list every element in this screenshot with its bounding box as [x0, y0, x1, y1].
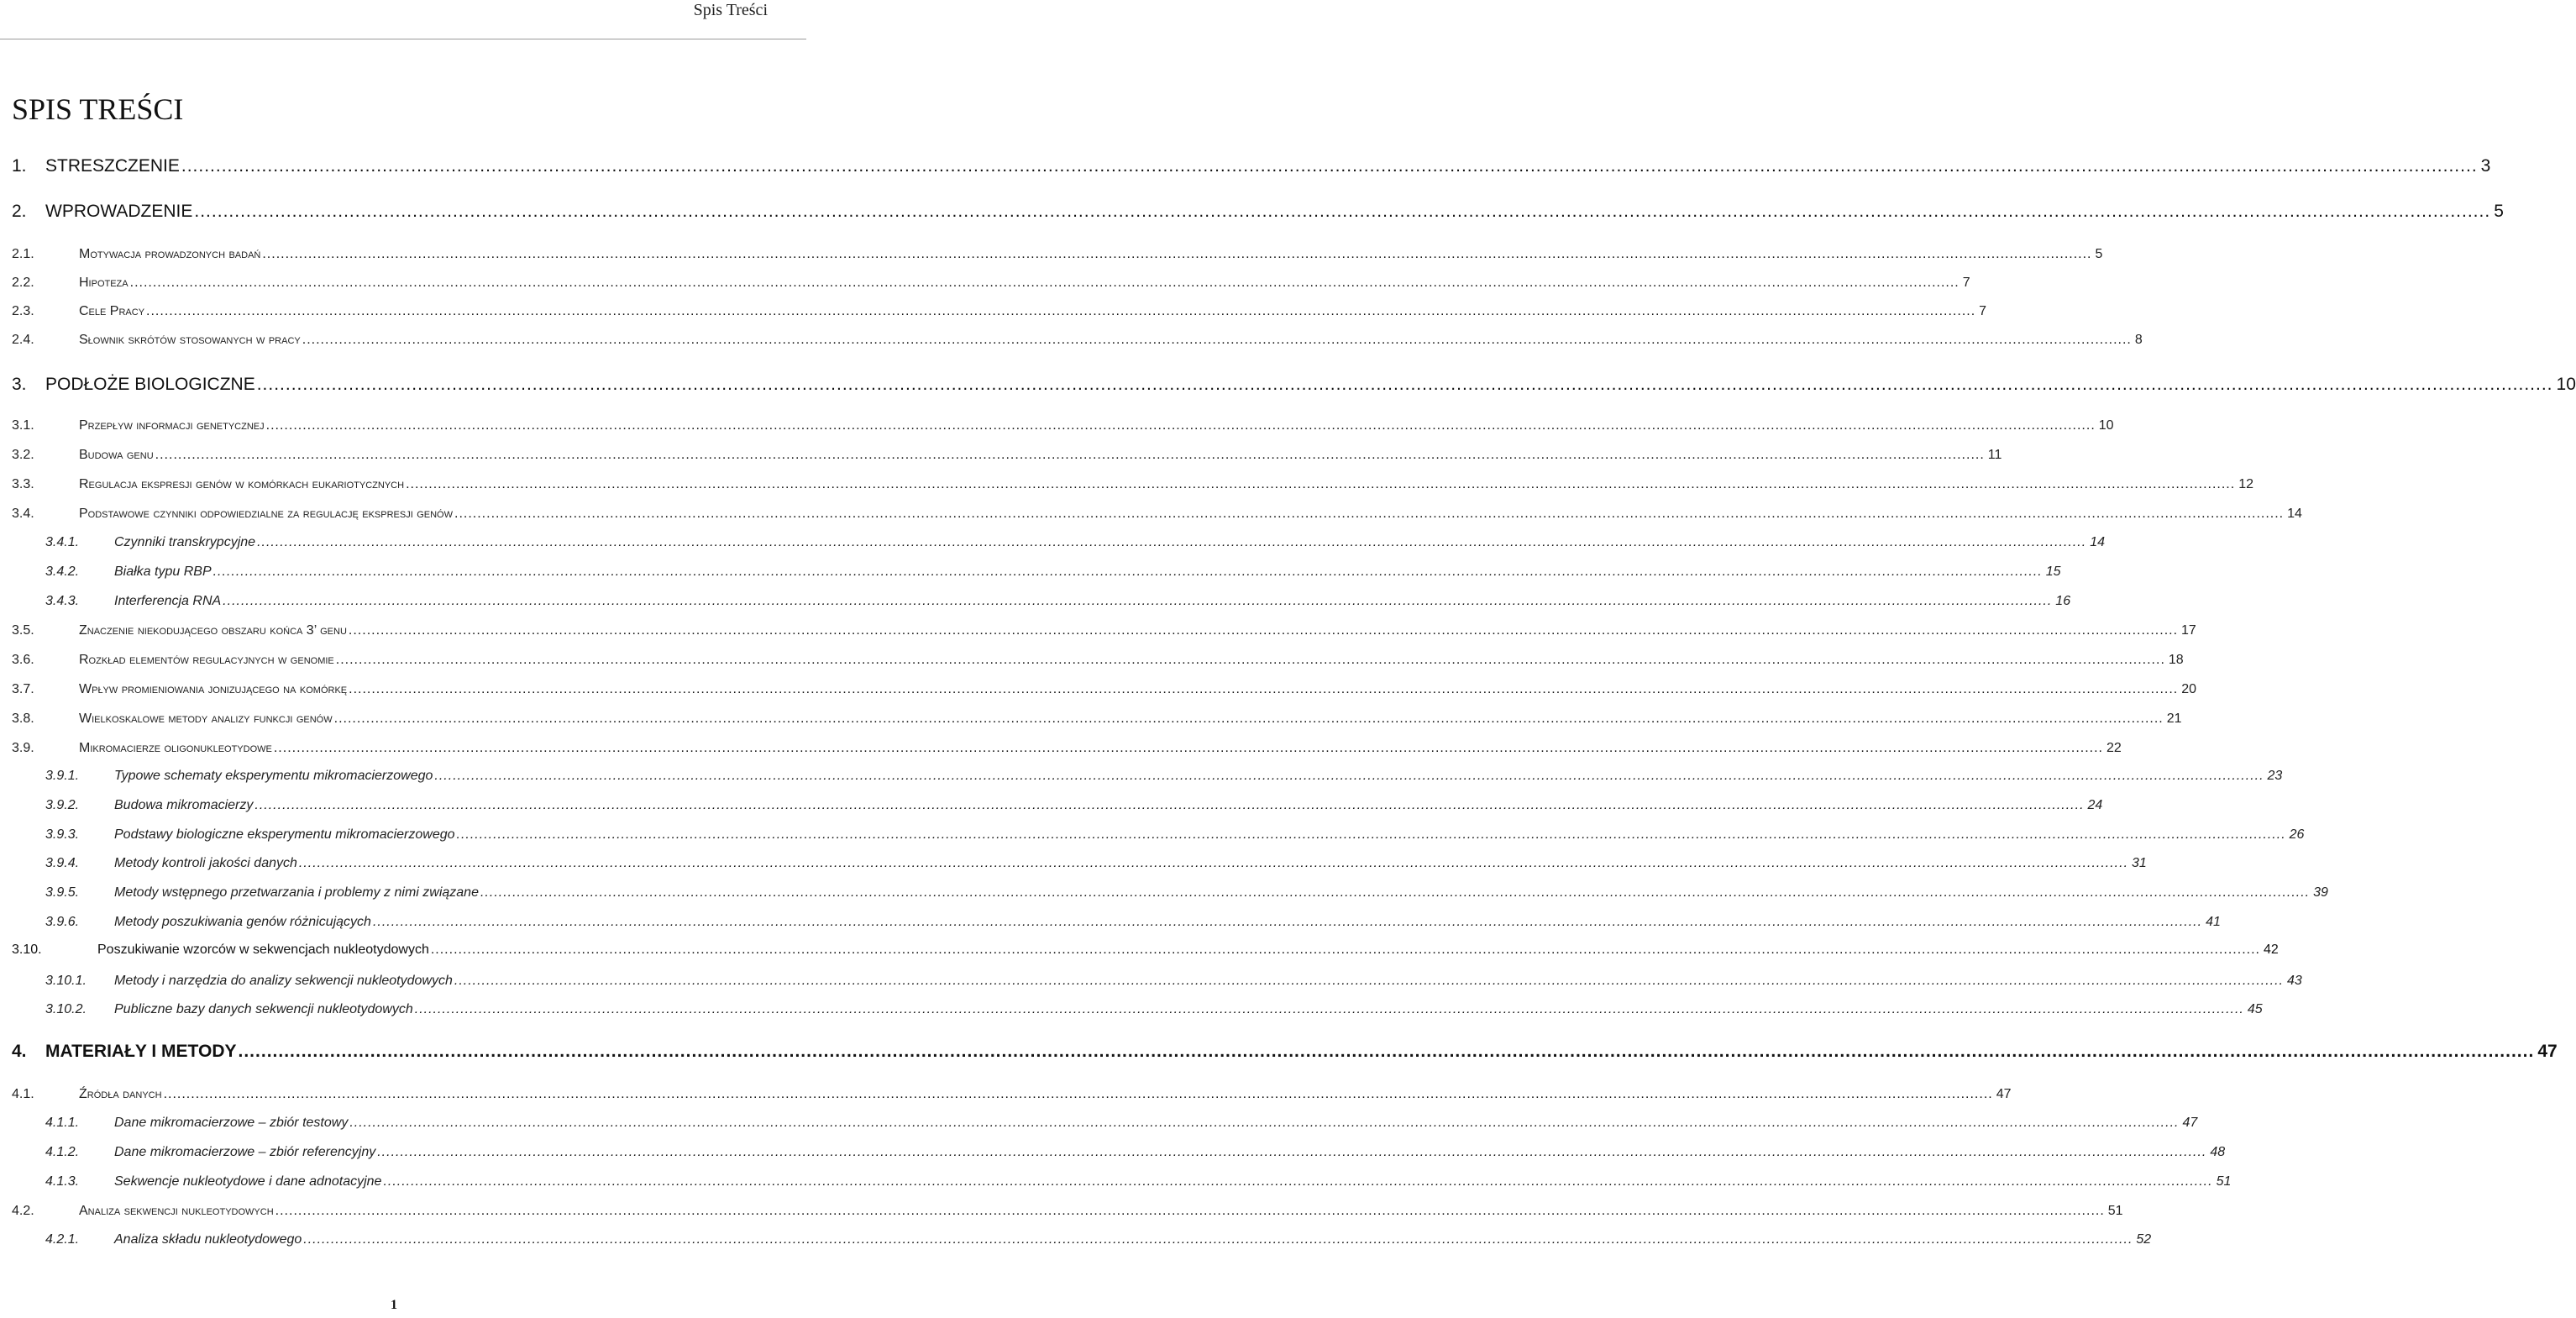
toc-entry[interactable] [0, 1040, 2558, 1063]
toc-entry-page: 43 [2287, 974, 2302, 988]
toc-entry[interactable] [0, 826, 2305, 844]
toc-entry-title: Wielkoskalowe metody analizy funkcji genów [79, 712, 333, 726]
toc-entry-page: 42 [2263, 943, 2279, 957]
toc-entry-page: 3 [2480, 156, 2491, 176]
running-header-title: Spis Treści [693, 1, 768, 19]
toc-dot-leader: ................................................................................................................................................................................................................................................................................................................................................................................................................ [275, 1204, 2105, 1218]
toc-entry-number: 3.9. [12, 741, 34, 755]
toc-entry[interactable] [0, 767, 2283, 785]
toc-entry-number: 4.1. [12, 1087, 34, 1101]
toc-dot-leader: ................................................................................................................................................................................................................................................................................................................................................................................................................ [155, 448, 1985, 462]
toc-entry-page: 11 [1987, 448, 2002, 462]
toc-entry-page: 23 [2267, 769, 2283, 783]
toc-entry-page: 5 [2494, 202, 2504, 221]
toc-entry-title: Poszukiwanie wzorców w sekwencjach nukleotydowych [97, 943, 429, 957]
toc-entry-title: Dane mikromacierzowe – zbiór referencyjny [114, 1145, 376, 1159]
toc-entry-page: 21 [2166, 712, 2182, 726]
toc-entry-page: 15 [2045, 564, 2061, 579]
toc-entry-title: Wpływ promieniowania jonizującego na komórkę [79, 682, 348, 696]
toc-entry-page: 41 [2206, 915, 2221, 929]
toc-dot-leader: ................................................................................................................................................................................................................................................................................................................................................................................................................ [181, 156, 2478, 176]
toc-dot-leader: ................................................................................................................................................................................................................................................................................................................................................................................................................ [212, 564, 2043, 579]
toc-entry[interactable] [0, 563, 2061, 581]
toc-entry[interactable] [0, 1000, 2263, 1019]
toc-dot-leader: ................................................................................................................................................................................................................................................................................................................................................................................................................ [254, 798, 2085, 812]
toc-entry-title: Typowe schematy eksperymentu mikromacierzowego [114, 769, 433, 783]
toc-entry-title: Metody wstępnego przetwarzania i problemy z nimi związane [114, 885, 479, 900]
toc-entry[interactable] [0, 680, 2197, 699]
toc-entry-number: 3.1. [12, 418, 34, 433]
toc-entry[interactable] [0, 274, 1970, 292]
toc-entry-number: 3.4.3. [45, 594, 80, 608]
toc-entry-page: 39 [2313, 885, 2328, 900]
toc-entry-number: 3.9.5. [45, 885, 80, 900]
toc-entry[interactable] [0, 417, 2114, 435]
toc-entry-number: 4.1.3. [45, 1174, 80, 1189]
toc-entry-number: 3.2. [12, 448, 34, 462]
toc-entry-number: 3.4. [12, 507, 34, 521]
toc-entry-page: 8 [2134, 333, 2143, 347]
toc-dot-leader: ................................................................................................................................................................................................................................................................................................................................................................................................................ [480, 885, 2311, 900]
toc-dot-leader: ................................................................................................................................................................................................................................................................................................................................................................................................................ [406, 477, 2236, 491]
toc-dot-leader: ................................................................................................................................................................................................................................................................................................................................................................................................................ [303, 1232, 2133, 1247]
toc-entry-title: STRESZCZENIE [45, 156, 180, 176]
toc-entry[interactable] [0, 1143, 2226, 1162]
toc-entry-number: 3.7. [12, 682, 34, 696]
toc-entry-page: 48 [2210, 1145, 2226, 1159]
toc-entry-title: Białka typu RBP [114, 564, 212, 579]
toc-entry-title: Cele Pracy [79, 304, 145, 318]
toc-dot-leader: ................................................................................................................................................................................................................................................................................................................................................................................................................ [302, 333, 2132, 347]
toc-entry-number: 3.5. [12, 623, 34, 638]
toc-dot-leader: ................................................................................................................................................................................................................................................................................................................................................................................................................ [238, 1042, 2535, 1061]
toc-entry-number: 3.10. [12, 943, 42, 957]
toc-entry-title: Metody poszukiwania genów różnicujących [114, 915, 371, 929]
toc-entry-page: 52 [2136, 1232, 2152, 1247]
toc-entry[interactable] [0, 592, 2071, 611]
toc-entry-number: 2. [12, 202, 27, 221]
toc-entry-page: 16 [2055, 594, 2071, 608]
toc-entry-page: 24 [2087, 798, 2103, 812]
toc-entry-page: 51 [2107, 1204, 2123, 1218]
toc-entry-title: Regulacja ekspresji genów w komórkach eukariotycznych [79, 477, 405, 491]
toc-entry-number: 4.2. [12, 1204, 34, 1218]
toc-entry-title: Metody kontroli jakości danych [114, 856, 297, 870]
toc-entry[interactable] [0, 913, 2221, 932]
toc-entry-page: 47 [2537, 1042, 2558, 1061]
toc-dot-leader: ................................................................................................................................................................................................................................................................................................................................................................................................................ [349, 682, 2179, 696]
toc-dot-leader: ................................................................................................................................................................................................................................................................................................................................................................................................................ [430, 943, 2260, 957]
toc-entry-number: 3.9.1. [45, 769, 80, 783]
toc-entry-number: 2.2. [12, 276, 34, 290]
toc-entry-number: 2.4. [12, 333, 34, 347]
toc-entry-number: 3.10.2. [45, 1002, 87, 1016]
toc-entry-number: 2.3. [12, 304, 34, 318]
toc-entry[interactable] [0, 302, 1987, 321]
toc-dot-leader: ................................................................................................................................................................................................................................................................................................................................................................................................................ [383, 1174, 2213, 1189]
toc-entry-title: Znaczenie niekodującego obszaru końca 3’ genu [79, 623, 347, 638]
toc-entry-page: 7 [1979, 304, 1987, 318]
toc-entry-title: Podstawy biologiczne eksperymentu mikromacierzowego [114, 827, 455, 842]
toc-entry-number: 3.9.2. [45, 798, 80, 812]
toc-entry-page: 12 [2238, 477, 2253, 491]
toc-dot-leader: ................................................................................................................................................................................................................................................................................................................................................................................................................ [348, 623, 2179, 638]
toc-entry[interactable] [0, 710, 2182, 728]
toc-entry-number: 3.9.4. [45, 856, 80, 870]
toc-dot-leader: ................................................................................................................................................................................................................................................................................................................................................................................................................ [454, 507, 2285, 521]
toc-entry[interactable] [0, 1231, 2152, 1249]
toc-entry[interactable] [0, 1202, 2123, 1221]
toc-dot-leader: ................................................................................................................................................................................................................................................................................................................................................................................................................ [456, 827, 2286, 842]
toc-entry-title: Metody i narzędzia do analizy sekwencji nukleotydowych [114, 974, 453, 988]
toc-entry-page: 47 [1996, 1087, 2012, 1101]
toc-entry[interactable] [0, 622, 2196, 640]
toc-entry[interactable] [0, 331, 2143, 349]
toc-entry[interactable] [0, 739, 2122, 758]
toc-entry-title: Motywacja prowadzonych badań [79, 247, 261, 261]
toc-entry-page: 17 [2181, 623, 2196, 638]
toc-entry-page: 20 [2181, 682, 2197, 696]
toc-entry-title: Mikromacierze oligonukleotydowe [79, 741, 272, 755]
page-number: 1 [391, 1298, 397, 1312]
toc-dot-leader: ................................................................................................................................................................................................................................................................................................................................................................................................................ [146, 304, 1976, 318]
toc-entry-title: Dane mikromacierzowe – zbiór testowy [114, 1116, 349, 1130]
toc-entry[interactable] [0, 446, 2002, 465]
toc-entry-page: 45 [2247, 1002, 2263, 1016]
toc-entry[interactable] [0, 475, 2253, 494]
toc-dot-leader: ................................................................................................................................................................................................................................................................................................................................................................................................................ [257, 535, 2087, 549]
toc-entry-title: Publiczne bazy danych sekwencji nukleotydowych [114, 1002, 413, 1016]
toc-entry-title: Budowa mikromacierzy [114, 798, 254, 812]
toc-dot-leader: ................................................................................................................................................................................................................................................................................................................................................................................................................ [298, 856, 2129, 870]
toc-dot-leader: ................................................................................................................................................................................................................................................................................................................................................................................................................ [335, 653, 2165, 667]
toc-entry-number: 2.1. [12, 247, 34, 261]
toc-dot-leader: ................................................................................................................................................................................................................................................................................................................................................................................................................ [262, 247, 2092, 261]
toc-entry-number: 3.9.3. [45, 827, 80, 842]
toc-entry[interactable] [0, 1173, 2232, 1191]
toc-entry-number: 4.1.2. [45, 1145, 80, 1159]
toc-dot-leader: ................................................................................................................................................................................................................................................................................................................................................................................................................ [434, 769, 2264, 783]
toc-entry-title: Rozkład elementów regulacyjnych w genomie [79, 653, 334, 667]
toc-entry[interactable] [0, 373, 2576, 396]
toc-entry[interactable] [0, 854, 2147, 873]
toc-entry-number: 3.8. [12, 712, 34, 726]
toc-entry-title: WPROWADZENIE [45, 202, 193, 221]
toc-entry-number: 3.4.1. [45, 535, 80, 549]
toc-entry-page: 10 [2556, 375, 2576, 394]
toc-entry-number: 3.6. [12, 653, 34, 667]
toc-entry-title: Budowa genu [79, 448, 154, 462]
toc-entry-number: 3.9.6. [45, 915, 80, 929]
toc-entry-title: Słownik skrótów stosowanych w pracy [79, 333, 301, 347]
toc-entry-number: 4. [12, 1042, 27, 1061]
toc-dot-leader: ................................................................................................................................................................................................................................................................................................................................................................................................................ [454, 974, 2284, 988]
toc-entry[interactable] [0, 533, 2105, 552]
toc-entry-number: 3.10.1. [45, 974, 87, 988]
toc-entry-page: 7 [1962, 276, 1970, 290]
toc-dot-leader: ................................................................................................................................................................................................................................................................................................................................................................................................................ [273, 741, 2103, 755]
toc-entry-page: 14 [2090, 535, 2105, 549]
toc-dot-leader: ................................................................................................................................................................................................................................................................................................................................................................................................................ [129, 276, 1960, 290]
toc-entry-number: 1. [12, 156, 27, 176]
toc-entry-page: 22 [2106, 741, 2122, 755]
toc-entry-title: MATERIAŁY I METODY [45, 1042, 237, 1061]
toc-entry-page: 10 [2098, 418, 2114, 433]
toc-entry-title: Czynniki transkrypcyjne [114, 535, 256, 549]
toc-entry-title: Hipoteza [79, 276, 129, 290]
toc-entry-title: Interferencja RNA [114, 594, 222, 608]
toc-entry-title: Przepływ informacji genetycznej [79, 418, 265, 433]
toc-entry-page: 14 [2287, 507, 2302, 521]
toc-entry-page: 18 [2168, 653, 2184, 667]
toc-dot-leader: ................................................................................................................................................................................................................................................................................................................................................................................................................ [414, 1002, 2244, 1016]
toc-entry[interactable] [0, 1114, 2198, 1132]
toc-entry-page: 5 [2095, 247, 2103, 261]
toc-entry-title: Analiza sekwencji nukleotydowych [79, 1204, 274, 1218]
toc-entry-number: 4.1.1. [45, 1116, 80, 1130]
toc-dot-leader: ................................................................................................................................................................................................................................................................................................................................................................................................................ [349, 1116, 2180, 1130]
toc-entry[interactable] [0, 796, 2103, 815]
page-title: SPIS TREŚCI [12, 92, 184, 126]
toc-entry-number: 3.4.2. [45, 564, 80, 579]
toc-entry[interactable] [0, 155, 2491, 178]
toc-dot-leader: ................................................................................................................................................................................................................................................................................................................................................................................................................ [265, 418, 2096, 433]
toc-entry-title: Podstawowe czynniki odpowiedzialne za regulację ekspresji genów [79, 507, 453, 521]
toc-entry-title: Sekwencje nukleotydowe i dane adnotacyjne [114, 1174, 382, 1189]
toc-entry-title: PODŁOŻE BIOLOGICZNE [45, 375, 255, 394]
toc-entry-number: 3. [12, 375, 27, 394]
toc-entry[interactable] [0, 651, 2184, 670]
toc-entry-title: Źródła danych [79, 1087, 162, 1101]
toc-entry[interactable] [0, 200, 2504, 223]
toc-entry[interactable] [0, 505, 2302, 523]
toc-dot-leader: ................................................................................................................................................................................................................................................................................................................................................................................................................ [256, 375, 2553, 394]
toc-entry-page: 51 [2216, 1174, 2232, 1189]
toc-dot-leader: ................................................................................................................................................................................................................................................................................................................................................................................................................ [223, 594, 2053, 608]
toc-dot-leader: ................................................................................................................................................................................................................................................................................................................................................................................................................ [372, 915, 2203, 929]
toc-entry-page: 47 [2182, 1116, 2198, 1130]
toc-dot-leader: ................................................................................................................................................................................................................................................................................................................................................................................................................ [194, 202, 2491, 221]
toc-entry-title: Analiza składu nukleotydowego [114, 1232, 302, 1247]
toc-entry-page: 31 [2132, 856, 2147, 870]
toc-dot-leader: ................................................................................................................................................................................................................................................................................................................................................................................................................ [163, 1087, 1993, 1101]
toc-dot-leader: ................................................................................................................................................................................................................................................................................................................................................................................................................ [333, 712, 2164, 726]
toc-entry[interactable] [0, 972, 2302, 990]
toc-dot-leader: ................................................................................................................................................................................................................................................................................................................................................................................................................ [377, 1145, 2207, 1159]
toc-entry-page: 26 [2289, 827, 2305, 842]
toc-entry[interactable] [0, 1085, 2012, 1104]
toc-entry[interactable] [0, 245, 2103, 264]
toc-entry-number: 4.2.1. [45, 1232, 80, 1247]
toc-entry[interactable] [0, 884, 2328, 902]
toc-entry-number: 3.3. [12, 477, 34, 491]
